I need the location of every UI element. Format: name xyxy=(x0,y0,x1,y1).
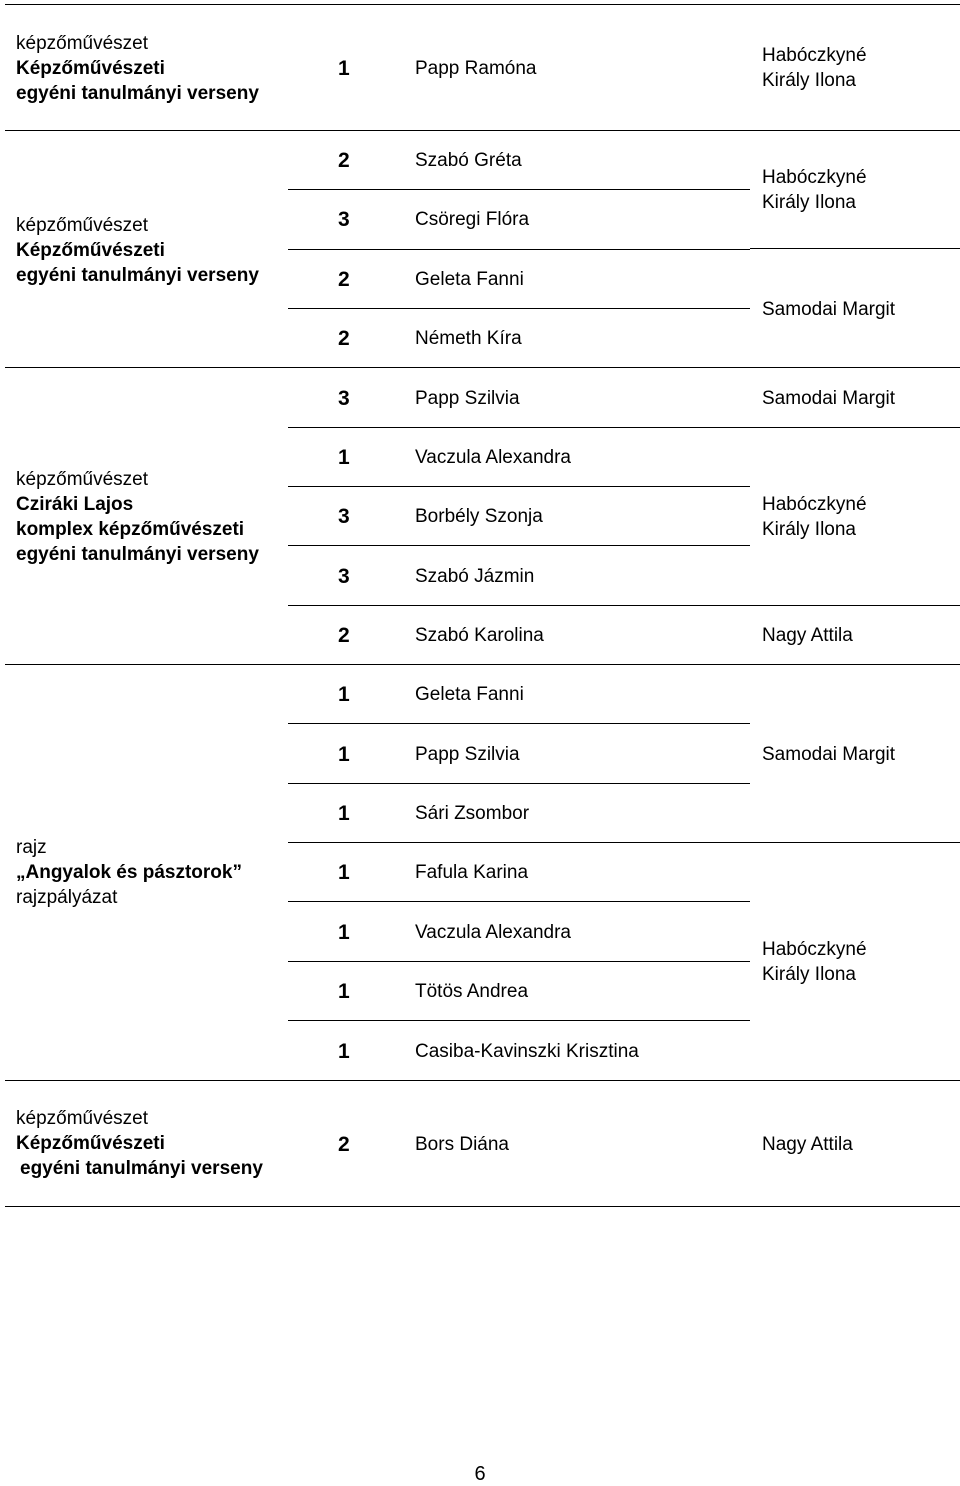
student-name: Papp Szilvia xyxy=(415,388,520,409)
teacher-name: Király Ilona xyxy=(762,519,856,540)
place-number: 1 xyxy=(338,980,350,1003)
place-number: 1 xyxy=(338,1040,350,1063)
place-number: 1 xyxy=(338,57,350,80)
row-divider xyxy=(5,367,960,368)
place-number: 2 xyxy=(338,268,350,291)
place-number: 2 xyxy=(338,327,350,350)
student-name: Borbély Szonja xyxy=(415,506,543,527)
category-title: Cziráki Lajos xyxy=(16,494,134,515)
category-subject: rajz xyxy=(16,837,47,858)
row-divider xyxy=(288,723,750,724)
student-name: Vaczula Alexandra xyxy=(415,447,571,468)
row-divider xyxy=(5,4,960,5)
category-title: Képzőművészeti xyxy=(16,58,165,79)
place-number: 1 xyxy=(338,446,350,469)
place-number: 1 xyxy=(338,802,350,825)
teacher-name: Nagy Attila xyxy=(762,1134,853,1155)
category-title: „Angyalok és pásztorok” xyxy=(16,862,242,883)
student-name: Vaczula Alexandra xyxy=(415,922,571,943)
teacher-name: Samodai Margit xyxy=(762,299,896,320)
row-divider xyxy=(750,248,960,249)
student-name: Sári Zsombor xyxy=(415,803,530,824)
row-divider xyxy=(288,1020,750,1021)
student-name: Papp Szilvia xyxy=(415,744,520,765)
teacher-name: Habóczkyné xyxy=(762,939,867,960)
student-name: Bors Diána xyxy=(415,1134,509,1155)
category-title: Képzőművészeti xyxy=(16,1133,165,1154)
student-name: Tötös Andrea xyxy=(415,981,529,1002)
student-name: Szabó Gréta xyxy=(415,150,522,171)
row-divider xyxy=(288,427,960,428)
teacher-name: Király Ilona xyxy=(762,964,856,985)
place-number: 2 xyxy=(338,624,350,647)
student-name: Németh Kíra xyxy=(415,328,522,349)
category-title: egyéni tanulmányi verseny xyxy=(16,544,259,565)
teacher-name: Habóczkyné xyxy=(762,45,867,66)
place-number: 2 xyxy=(338,149,350,172)
row-divider xyxy=(5,1080,960,1081)
category-subject: képzőművészet xyxy=(16,33,149,54)
category-subject: képzőművészet xyxy=(16,215,149,236)
row-divider xyxy=(288,842,960,843)
teacher-name: Habóczkyné xyxy=(762,494,867,515)
category-title: komplex képzőművészeti xyxy=(16,519,245,540)
place-number: 3 xyxy=(338,505,350,528)
student-name: Geleta Fanni xyxy=(415,684,524,705)
category-title: egyéni tanulmányi verseny xyxy=(16,265,259,286)
row-divider xyxy=(5,130,960,131)
place-number: 3 xyxy=(338,565,350,588)
row-divider xyxy=(288,249,750,250)
place-number: 1 xyxy=(338,743,350,766)
category-subject: képzőművészet xyxy=(16,469,149,490)
row-divider xyxy=(288,961,750,962)
row-divider xyxy=(288,901,750,902)
student-name: Geleta Fanni xyxy=(415,269,524,290)
teacher-name: Király Ilona xyxy=(762,192,856,213)
place-number: 1 xyxy=(338,861,350,884)
teacher-name: Nagy Attila xyxy=(762,625,853,646)
teacher-name: Habóczkyné xyxy=(762,167,867,188)
row-divider xyxy=(5,1206,960,1207)
student-name: Szabó Jázmin xyxy=(415,566,535,587)
row-divider xyxy=(5,664,960,665)
row-divider xyxy=(288,308,750,309)
category-title: Képzőművészeti xyxy=(16,240,165,261)
category-title: egyéni tanulmányi verseny xyxy=(16,83,259,104)
category-subject: képzőművészet xyxy=(16,1108,149,1129)
category-title-suffix: rajzpályázat xyxy=(16,887,118,908)
row-divider xyxy=(288,783,750,784)
teacher-name: Király Ilona xyxy=(762,70,856,91)
place-number: 2 xyxy=(338,1133,350,1156)
row-divider xyxy=(288,486,750,487)
place-number: 3 xyxy=(338,208,350,231)
row-divider xyxy=(288,545,750,546)
row-divider xyxy=(288,189,750,190)
place-number: 3 xyxy=(338,387,350,410)
category-title: egyéni tanulmányi verseny xyxy=(20,1158,263,1179)
student-name: Fafula Karina xyxy=(415,862,529,883)
student-name: Csöregi Flóra xyxy=(415,209,530,230)
student-name: Casiba-Kavinszki Krisztina xyxy=(415,1041,639,1062)
student-name: Papp Ramóna xyxy=(415,58,537,79)
row-divider xyxy=(288,605,960,606)
place-number: 1 xyxy=(338,683,350,706)
teacher-name: Samodai Margit xyxy=(762,744,896,765)
page-number: 6 xyxy=(474,1463,486,1485)
student-name: Szabó Karolina xyxy=(415,625,544,646)
teacher-name: Samodai Margit xyxy=(762,388,896,409)
place-number: 1 xyxy=(338,921,350,944)
